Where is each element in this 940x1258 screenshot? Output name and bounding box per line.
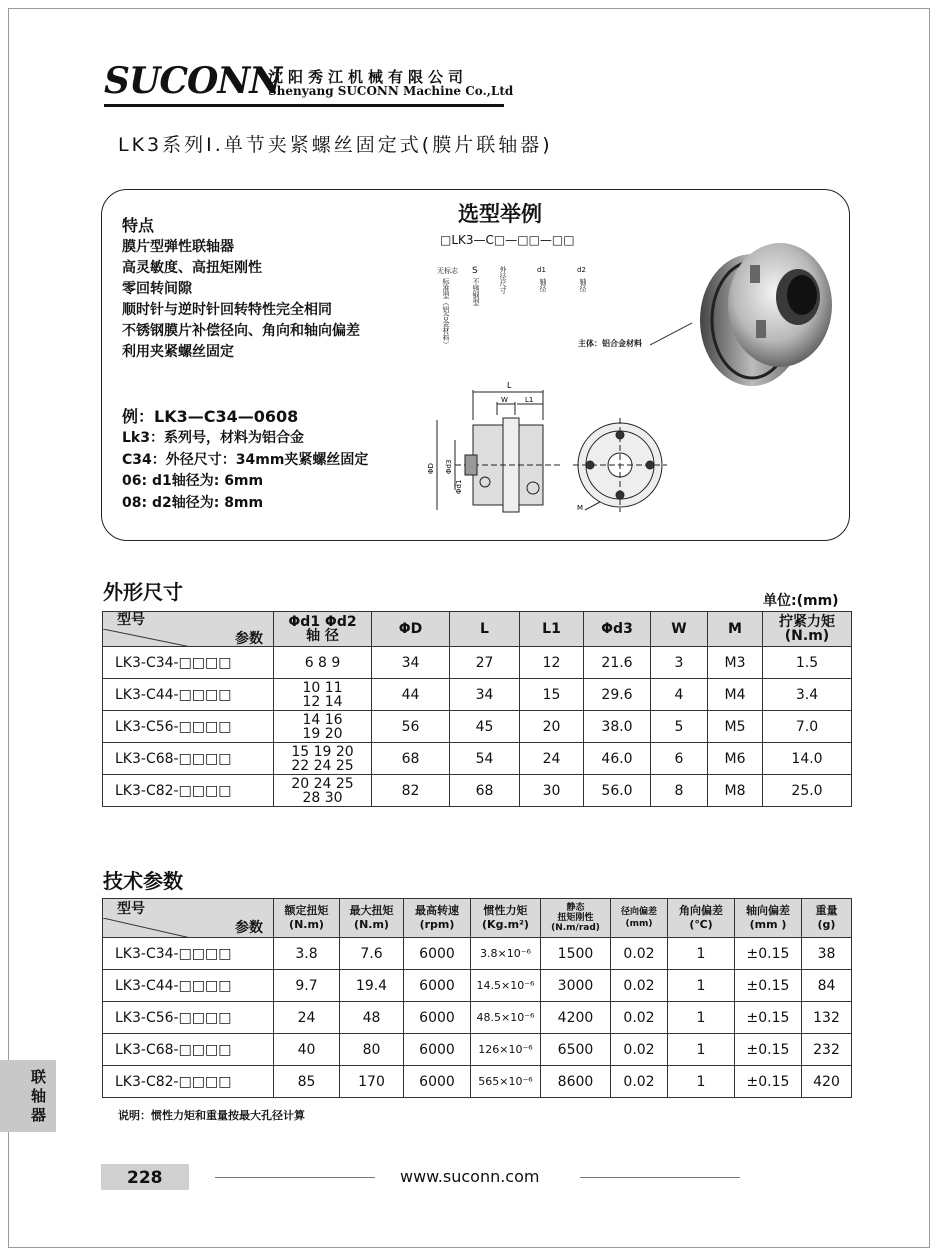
- cell: 6500: [541, 1034, 611, 1066]
- drawing-label-d1: Φd1: [455, 479, 463, 494]
- cell: 24: [520, 743, 584, 775]
- drawing-label-L: L: [507, 381, 512, 390]
- cell: ±0.15: [735, 1002, 802, 1034]
- example-line: C34：外径尺寸：34mm夹紧螺丝固定: [122, 451, 369, 468]
- features-list: [122, 237, 360, 363]
- dims-header-L: L: [450, 612, 520, 647]
- dims-header-torque: 拧紧力矩 (N.m): [763, 612, 852, 647]
- dims-header-M: M: [708, 612, 763, 647]
- table-row: [103, 743, 852, 775]
- selection-label-od: 外径尺寸: [499, 266, 507, 294]
- cell: 38: [802, 938, 852, 970]
- cell-model: LK3-C82-□□□□: [103, 1066, 274, 1098]
- selection-title: 选型举例: [458, 202, 542, 226]
- cell: 34: [372, 647, 450, 679]
- page-title: LK3系列Ⅰ.单节夹紧螺丝固定式(膜片联轴器): [118, 134, 553, 156]
- example-line: 06: d1轴径为: 6mm: [122, 473, 264, 489]
- tech-header-angular: 角向偏差 (℃): [668, 899, 735, 938]
- tech-header-weight: 重量 (g): [802, 899, 852, 938]
- cell-inertia: 48.5×10⁻⁶: [471, 1002, 541, 1034]
- cell: 4: [651, 679, 708, 711]
- cell: 85: [274, 1066, 340, 1098]
- company-name-cn: 沈阳秀江机械有限公司: [268, 68, 469, 86]
- cell: 6000: [404, 970, 471, 1002]
- example-title: 例：LK3—C34—0608: [122, 407, 299, 426]
- dims-table: [102, 611, 852, 807]
- cell: 48: [340, 1002, 404, 1034]
- table-row: [103, 938, 852, 970]
- cell: 38.0: [584, 711, 651, 743]
- dims-corner-model: 型号: [117, 612, 145, 628]
- table-row: [103, 679, 852, 711]
- tech-corner-param: 参数: [235, 920, 263, 936]
- cell: 15: [520, 679, 584, 711]
- cell: 12: [520, 647, 584, 679]
- table-row: [103, 970, 852, 1002]
- cell: 82: [372, 775, 450, 807]
- cell: 45: [450, 711, 520, 743]
- cell: M4: [708, 679, 763, 711]
- selection-label-s: S: [472, 266, 478, 276]
- cell: 1.5: [763, 647, 852, 679]
- company-name-en: Shenyang SUCONN Machine Co.,Ltd: [268, 84, 514, 98]
- tech-note: 说明：惯性力矩和重量按最大孔径计算: [118, 1109, 305, 1122]
- cell: ±0.15: [735, 970, 802, 1002]
- dims-header-W: W: [651, 612, 708, 647]
- cell: M5: [708, 711, 763, 743]
- cell: 170: [340, 1066, 404, 1098]
- cell: 3000: [541, 970, 611, 1002]
- cell: M3: [708, 647, 763, 679]
- cell: 6000: [404, 1066, 471, 1098]
- cell: 7.0: [763, 711, 852, 743]
- table-row: [103, 1034, 852, 1066]
- cell-inertia: 126×10⁻⁶: [471, 1034, 541, 1066]
- cell-shaft: 15 19 20 22 24 25: [274, 743, 372, 775]
- cell-model: LK3-C56-□□□□: [103, 1002, 274, 1034]
- table-row: [103, 711, 852, 743]
- footer-url: www.suconn.com: [400, 1167, 540, 1186]
- cell: 8600: [541, 1066, 611, 1098]
- cell: 7.6: [340, 938, 404, 970]
- tech-corner-model: 型号: [117, 901, 145, 917]
- cell-inertia: 565×10⁻⁶: [471, 1066, 541, 1098]
- cell: 3.4: [763, 679, 852, 711]
- dims-header-L1: L1: [520, 612, 584, 647]
- technical-drawing: [425, 380, 675, 530]
- cell: 19.4: [340, 970, 404, 1002]
- cell: 4200: [541, 1002, 611, 1034]
- cell: ±0.15: [735, 938, 802, 970]
- tech-header-axial: 轴向偏差 (mm ): [735, 899, 802, 938]
- cell: 29.6: [584, 679, 651, 711]
- selection-label-d2: d2: [577, 266, 586, 274]
- cell: 0.02: [611, 1034, 668, 1066]
- cell: 80: [340, 1034, 404, 1066]
- cell: 56: [372, 711, 450, 743]
- cell: 1: [668, 938, 735, 970]
- cell-model: LK3-C34-□□□□: [103, 938, 274, 970]
- header-rule: [104, 104, 504, 107]
- tech-section-title: 技术参数: [103, 869, 183, 893]
- dims-unit: 单位:(mm): [763, 593, 839, 609]
- selection-label-none-sub: 标准型（铝合金材料）: [442, 278, 450, 348]
- cell-shaft: 20 24 25 28 30: [274, 775, 372, 807]
- cell: 14.0: [763, 743, 852, 775]
- tech-header-max-torque: 最大扭矩 (N.m): [340, 899, 404, 938]
- features-title: 特点: [122, 216, 155, 235]
- cell: 68: [372, 743, 450, 775]
- cell: 1: [668, 1066, 735, 1098]
- cell: 6: [651, 743, 708, 775]
- cell: 9.7: [274, 970, 340, 1002]
- cell-inertia: 14.5×10⁻⁶: [471, 970, 541, 1002]
- tech-header-max-speed: 最高转速 (rpm): [404, 899, 471, 938]
- dims-header-d3: Φd3: [584, 612, 651, 647]
- cell: 232: [802, 1034, 852, 1066]
- cell: 84: [802, 970, 852, 1002]
- feature-item: 不锈钢膜片补偿径向、角向和轴向偏差: [122, 323, 360, 339]
- cell: 1: [668, 1034, 735, 1066]
- dims-header-shaft: Φd1 Φd2 轴 径: [274, 612, 372, 647]
- cell: 46.0: [584, 743, 651, 775]
- drawing-label-L1: L1: [525, 396, 534, 404]
- table-row: [103, 1066, 852, 1098]
- cell: 68: [450, 775, 520, 807]
- cell-model: LK3-C68-□□□□: [103, 743, 274, 775]
- body-material-label: 主体：铝合金材料: [578, 339, 642, 348]
- footer-rule-right: [580, 1177, 740, 1178]
- cell-model: LK3-C56-□□□□: [103, 711, 274, 743]
- tech-table: [102, 898, 852, 1098]
- cell: 0.02: [611, 938, 668, 970]
- tech-header-inertia: 惯性力矩 (Kg.m²): [471, 899, 541, 938]
- tech-corner-header: [103, 899, 274, 938]
- selection-label-d2-sub: 轴径: [579, 278, 587, 292]
- cell-model: LK3-C68-□□□□: [103, 1034, 274, 1066]
- cell-shaft: 14 16 19 20: [274, 711, 372, 743]
- cell: 6000: [404, 1002, 471, 1034]
- cell: 27: [450, 647, 520, 679]
- cell: 44: [372, 679, 450, 711]
- selection-label-s-sub: 不锈钢型: [472, 278, 480, 306]
- cell-inertia: 3.8×10⁻⁶: [471, 938, 541, 970]
- cell: 0.02: [611, 970, 668, 1002]
- side-category-label: 联轴器: [31, 1068, 47, 1124]
- cell: 54: [450, 743, 520, 775]
- feature-item: 高灵敏度、高扭矩刚性: [122, 260, 262, 276]
- cell: 40: [274, 1034, 340, 1066]
- cell-model: LK3-C44-□□□□: [103, 970, 274, 1002]
- leader-line: [650, 320, 700, 350]
- dims-corner-param: 参数: [235, 631, 263, 647]
- selection-code: □LK3—C□—□□—□□: [440, 233, 575, 247]
- feature-item: 膜片型弹性联轴器: [122, 239, 234, 255]
- cell: 132: [802, 1002, 852, 1034]
- table-row: [103, 647, 852, 679]
- tech-header-static-stiffness: 静态 扭矩刚性 (N.m/rad): [541, 899, 611, 938]
- tech-header-radial: 径向偏差 (mm): [611, 899, 668, 938]
- dims-header-D: ΦD: [372, 612, 450, 647]
- cell-shaft: 10 11 12 14: [274, 679, 372, 711]
- cell: 56.0: [584, 775, 651, 807]
- selection-label-none: 无标志: [437, 267, 458, 275]
- feature-item: 零回转间隙: [122, 281, 192, 297]
- cell: 1: [668, 970, 735, 1002]
- logo-text: SUCONN: [104, 60, 282, 102]
- cell: 30: [520, 775, 584, 807]
- coupling-photo: [690, 225, 840, 395]
- example-list: [122, 428, 368, 514]
- cell: 5: [651, 711, 708, 743]
- dims-section-title: 外形尺寸: [103, 580, 183, 604]
- cell: 3: [651, 647, 708, 679]
- cell: ±0.15: [735, 1066, 802, 1098]
- cell-model: LK3-C44-□□□□: [103, 679, 274, 711]
- cell: 1500: [541, 938, 611, 970]
- cell: M6: [708, 743, 763, 775]
- cell: M8: [708, 775, 763, 807]
- footer-rule-left: [215, 1177, 375, 1178]
- drawing-label-d3: Φd3: [445, 459, 453, 474]
- example-line: Lk3：系列号，材料为铝合金: [122, 430, 304, 446]
- tech-header-rated-torque: 额定扭矩 (N.m): [274, 899, 340, 938]
- drawing-label-M: M: [577, 504, 584, 512]
- cell: 34: [450, 679, 520, 711]
- cell: 24: [274, 1002, 340, 1034]
- dims-corner-header: [103, 612, 274, 647]
- cell-model: LK3-C82-□□□□: [103, 775, 274, 807]
- table-row: [103, 1002, 852, 1034]
- cell: 21.6: [584, 647, 651, 679]
- cell: 6000: [404, 938, 471, 970]
- page-number: 228: [127, 1168, 163, 1188]
- selection-label-d1: d1: [537, 266, 546, 274]
- cell: 8: [651, 775, 708, 807]
- cell: 6000: [404, 1034, 471, 1066]
- cell: 20: [520, 711, 584, 743]
- drawing-label-D: ΦD: [427, 463, 435, 474]
- cell-model: LK3-C34-□□□□: [103, 647, 274, 679]
- cell-shaft: 6 8 9: [274, 647, 372, 679]
- drawing-label-W: W: [501, 396, 508, 404]
- cell: 0.02: [611, 1002, 668, 1034]
- cell: 1: [668, 1002, 735, 1034]
- feature-item: 利用夹紧螺丝固定: [122, 344, 234, 360]
- feature-item: 顺时针与逆时针回转特性完全相同: [122, 302, 332, 318]
- cell: 0.02: [611, 1066, 668, 1098]
- cell: 3.8: [274, 938, 340, 970]
- cell: 420: [802, 1066, 852, 1098]
- cell: ±0.15: [735, 1034, 802, 1066]
- side-category-tab: [0, 1060, 56, 1132]
- table-row: [103, 775, 852, 807]
- selection-label-d1-sub: 轴径: [539, 278, 547, 292]
- cell: 25.0: [763, 775, 852, 807]
- example-line: 08: d2轴径为: 8mm: [122, 494, 264, 511]
